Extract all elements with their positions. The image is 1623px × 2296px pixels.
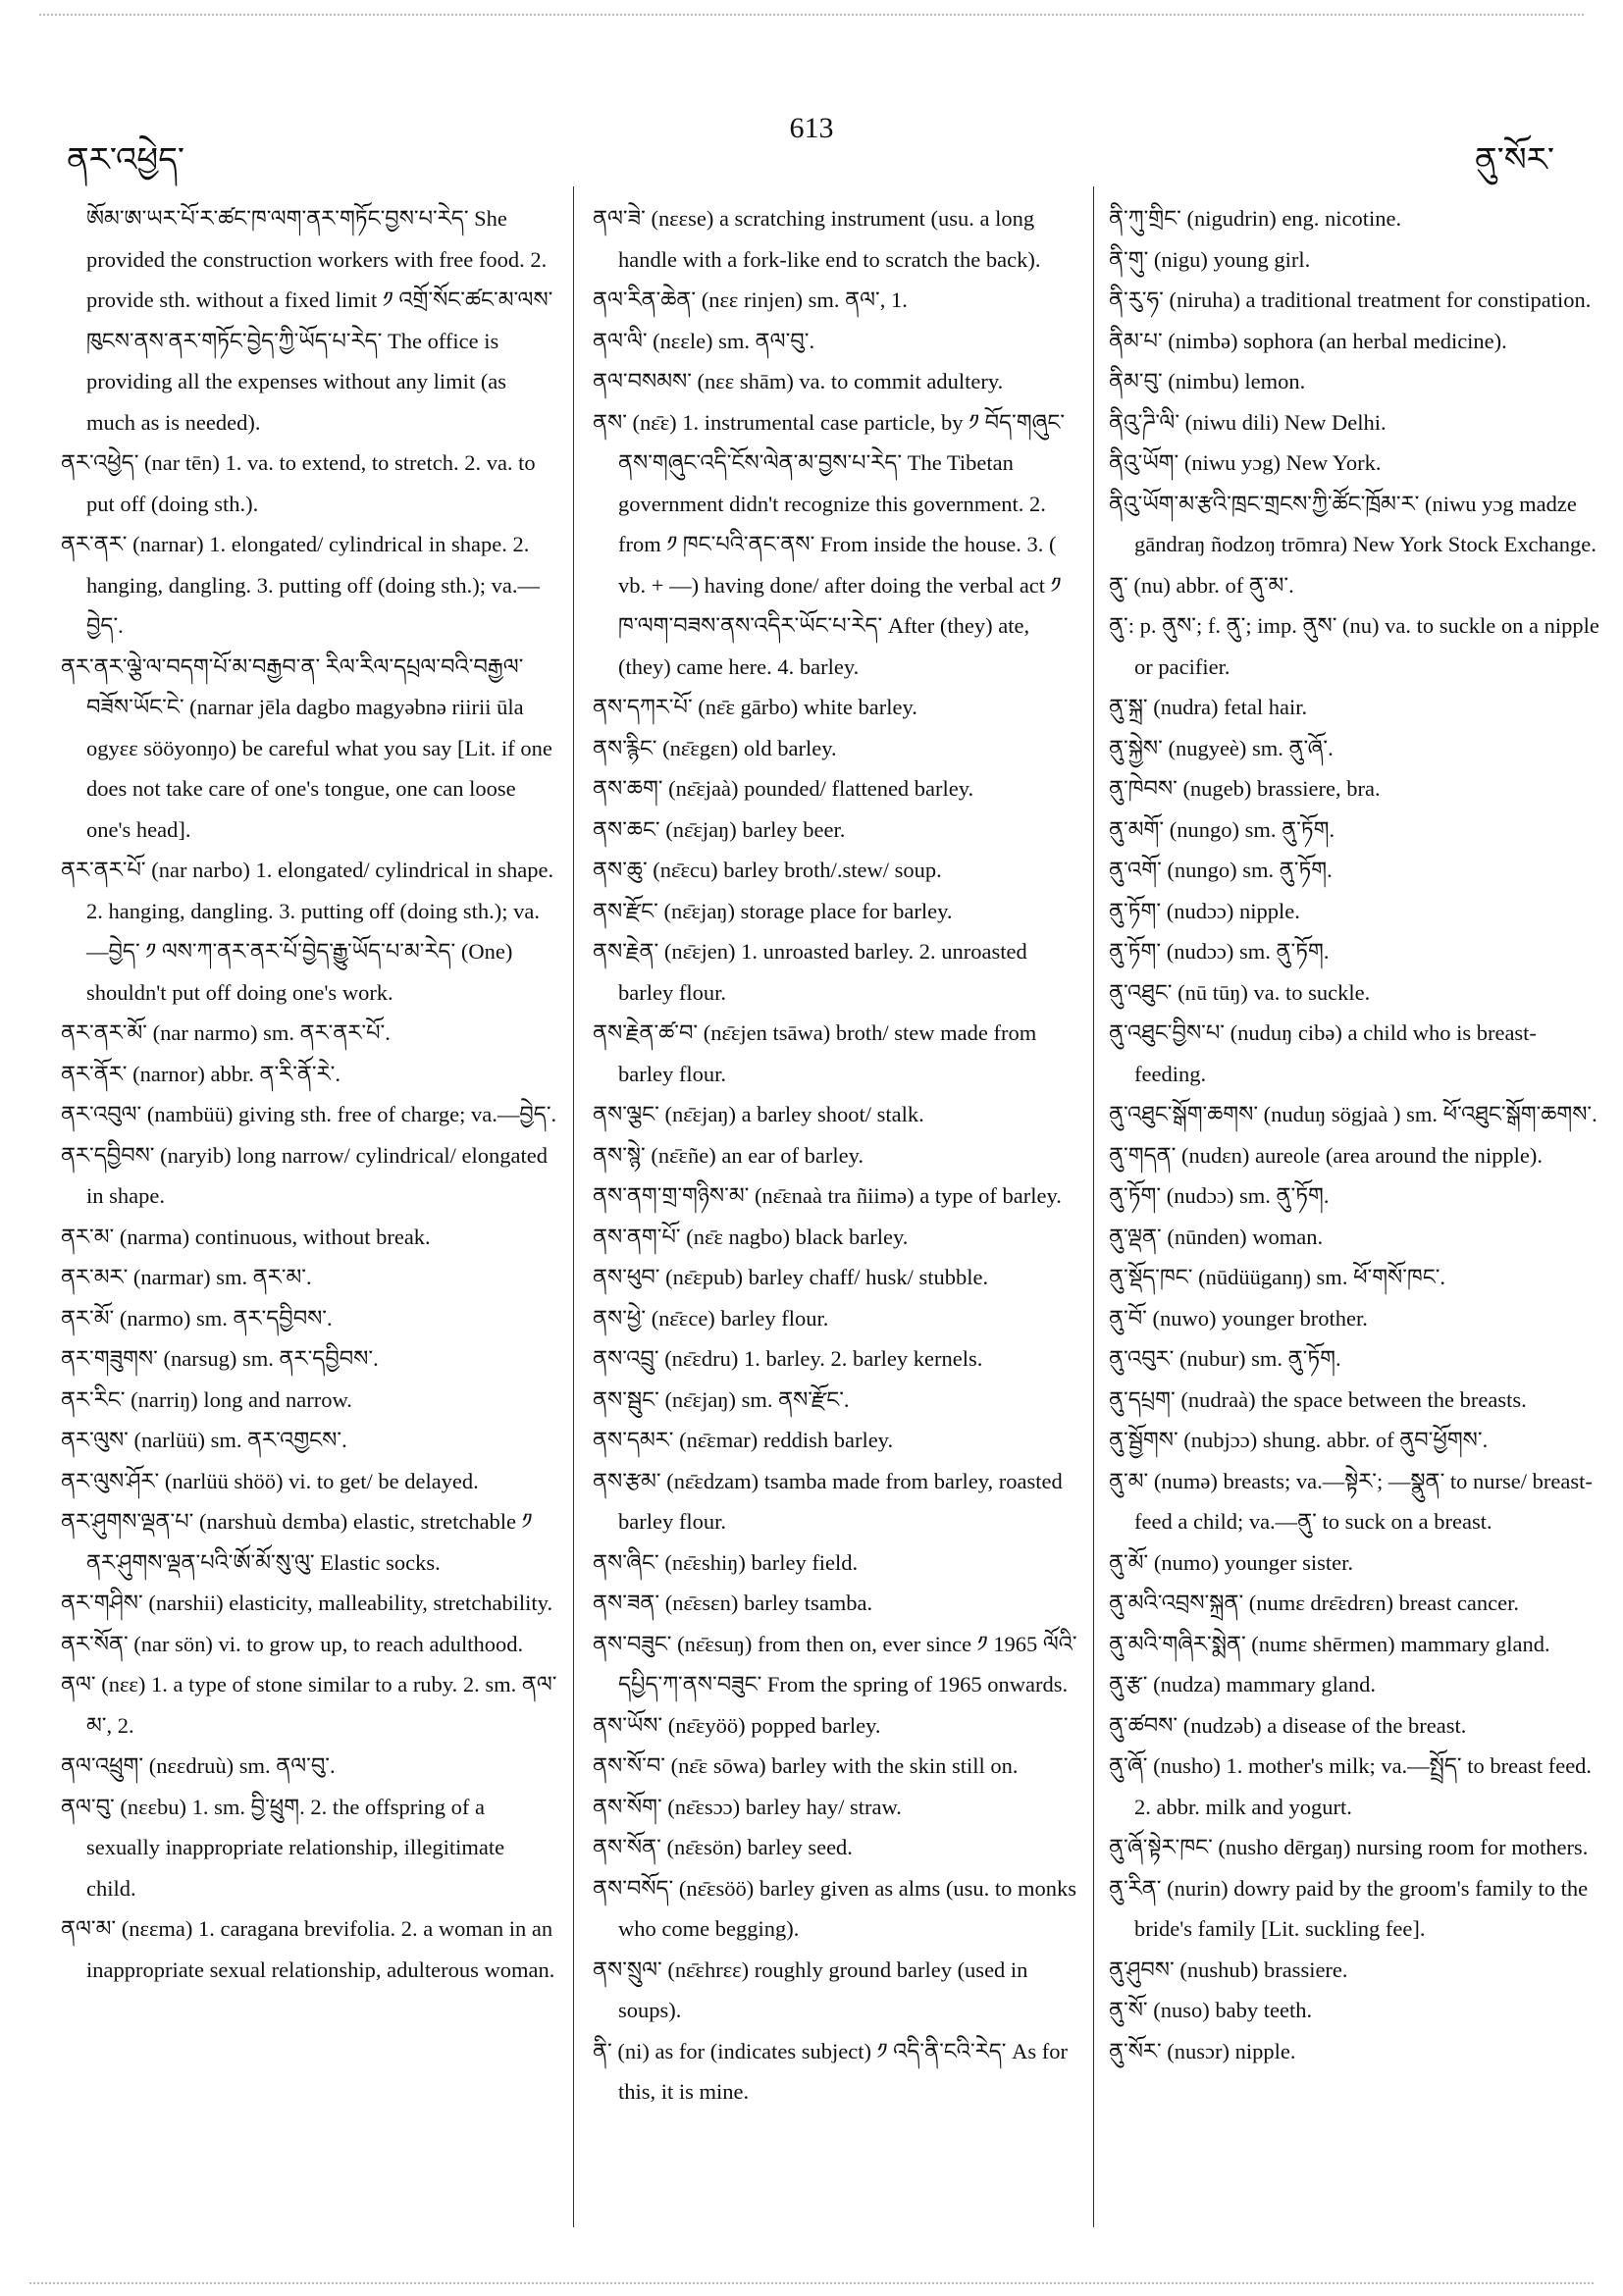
- dictionary-entry: ནས་ཡོས་ (nɛ̄ɛyöö) popped barley.: [593, 1712, 881, 1738]
- dictionary-entry: ནས་དཀར་པོ་ (nɛ̄ɛ gārbo) white barley.: [593, 695, 917, 719]
- dictionary-entry: ནར་ནར་ (narnar) 1. elongated/ cylindrical in shape. 2. hanging, dangling. 3. putting off (doing sth.); va.—བྱེད་.: [61, 532, 541, 638]
- dictionary-entry: ནུ་ཏོག་ (nudɔɔ) sm. ནུ་ཏོག.: [1109, 939, 1330, 964]
- dictionary-entry: ནལ་བསམས་ (nɛɛ shām) va. to commit adultery.: [593, 369, 1004, 393]
- scan-edge-top: [39, 14, 1584, 16]
- guide-word-right: ནུ་སོར་: [1474, 142, 1554, 179]
- dictionary-entry: ནུ་ཏོག་ (nudɔɔ) sm. ནུ་ཏོག.: [1109, 1183, 1330, 1208]
- dictionary-entry: ནས་ཕུབ་ (nɛ̄ɛpub) barley chaff/ husk/ stubble.: [593, 1265, 989, 1289]
- dictionary-entry: ནར་ནར་པོ་ (nar narbo) 1. elongated/ cylindrical in shape. 2. hanging, dangling. 3. putting off (doing sth.); va.—བྱེད་ ༡ ལས་ཀ་ནར་ནར་པོ་བྱེད་རྒྱུ་ཡོད་པ་མ་རེད་ (One) shouldn't put off doing one's work.: [61, 858, 554, 1005]
- dictionary-entry: ནུ་འགོ་ (nungo) sm. ནུ་ཏོག.: [1109, 858, 1333, 882]
- dictionary-entry: ནར་གཤིས་ (narshii) elasticity, malleability, stretchability.: [61, 1591, 553, 1615]
- dictionary-entry: ནུ་འཐུང་ (nū tūŋ) va. to suckle.: [1109, 979, 1371, 1005]
- dictionary-entry: ནུ་མགོ་ (nungo) sm. ནུ་ཏོག.: [1109, 816, 1335, 842]
- dictionary-entry: ནུ་སྡོད་ཁང་ (nūdüüganŋ) sm. ཕོ་གསོ་ཁང་.: [1109, 1265, 1446, 1289]
- dictionary-entry: ནས་རྩམ་ (nɛ̄ɛdzam) tsamba made from barley, roasted barley flour.: [593, 1468, 1063, 1534]
- dictionary-entry: ནར་འབུལ་ (nambüü) giving sth. free of charge; va.—བྱེད་.: [61, 1102, 557, 1126]
- dictionary-entry: ནས་སྲུལ་ (nɛ̄ɛhrɛɛ) roughly ground barley (used in soups).: [593, 1957, 1028, 2022]
- dictionary-entry: ནར་མར་ (narmar) sm. ནར་མ་.: [61, 1265, 312, 1289]
- dictionary-entry: ནལ་འཕྲུག་ (nɛɛdruù) sm. ནལ་བུ་.: [61, 1753, 336, 1778]
- dictionary-entry: ནིའུ་ཌི་ལི་ (niwu dili) New Delhi.: [1109, 409, 1387, 435]
- column-right: [1109, 198, 1607, 2071]
- dictionary-entry: ནས་འབྲུ་ (nɛ̄ɛdru) 1. barley. 2. barley kernels.: [593, 1346, 983, 1371]
- dictionary-entry: ནར་རིང་ (narriŋ) long and narrow.: [61, 1386, 352, 1412]
- dictionary-entry: ནིམ་བུ་ (nimbu) lemon.: [1109, 369, 1306, 393]
- dictionary-entry: ནི་ (ni) as for (indicates subject) ༡ འདི་ནི་ངའི་རེད་ As for this, it is mine.: [593, 2038, 1068, 2104]
- dictionary-entry: ནར་མོ་ (narmo) sm. ནར་དབྱིབས་.: [61, 1305, 333, 1331]
- dictionary-entry: ནུ་སྦྱོགས་ (nubjɔɔ) shung. abbr. of ནུབ་ཕྱོགས་.: [1109, 1428, 1489, 1452]
- dictionary-entry: ནར་དབྱིབས་ (naryib) long narrow/ cylindrical/ elongated in shape.: [61, 1142, 549, 1208]
- dictionary-entry: ནར་གཟུགས་ (narsug) sm. ནར་དབྱིབས་.: [61, 1346, 379, 1371]
- dictionary-entry: ནི་རུ་ཧ་ (niruha) a traditional treatment for constipation.: [1109, 287, 1592, 312]
- dictionary-entry: ནས་བཟུང་ (nɛ̄ɛsuŋ) from then on, ever since ༡ 1965 ལོའི་དཔྱིད་ཀ་ནས་བཟུང་ From the spring of 1965 onwards.: [593, 1631, 1077, 1696]
- dictionary-entry: ནུ་འཐུང་བྱིས་པ་ (nuduŋ cibə) a child who is breast-feeding.: [1109, 1020, 1537, 1086]
- dictionary-entry: ནུ་གདན་ (nudɛn) aureole (area around the nipple).: [1109, 1142, 1543, 1168]
- dictionary-entry: ནི་གུ་ (nigu) young girl.: [1109, 246, 1311, 272]
- dictionary-entry: ནུ་སོར་ (nusɔr) nipple.: [1109, 2038, 1296, 2063]
- column-divider: [1093, 186, 1094, 2227]
- dictionary-entry: ནས་ཆག་ (nɛ̄ɛjaà) pounded/ flattened barley.: [593, 776, 974, 801]
- dictionary-entry: ནུ་ཞོ་སྟེར་ཁང་ (nusho dērgaŋ) nursing room for mothers.: [1109, 1835, 1589, 1859]
- scan-edge-bottom: [29, 2282, 1594, 2284]
- dictionary-entry: ནལ་རིན་ཆེན་ (nɛɛ rinjen) sm. ནལ་, 1.: [593, 287, 908, 312]
- dictionary-entry: ནས་དམར་ (nɛ̄ɛmar) reddish barley.: [593, 1428, 894, 1452]
- column-middle: [593, 198, 1081, 2113]
- dictionary-entry: ནས་སྦུང་ (nɛ̄ɛjaŋ) sm. ནས་རྫོང་.: [593, 1386, 850, 1412]
- page-header: [0, 110, 1623, 179]
- dictionary-entry: ནུ་ལྡན་ (nūnden) woman.: [1109, 1224, 1324, 1249]
- dictionary-entry: ནུ་དཔྲག་ (nudraà) the space between the breasts.: [1109, 1386, 1527, 1412]
- dictionary-entry: ནར་སོན་ (nar sön) vi. to grow up, to reach adulthood.: [61, 1631, 524, 1656]
- dictionary-entry: ནས་རྗེན་ (nɛ̄ɛjen) 1. unroasted barley. 2. unroasted barley flour.: [593, 939, 1027, 1005]
- dictionary-entry: ནུ་: p. ནུས་; f. ནུ་; imp. ནུས་ (nu) va. to suckle on a nipple or pacifier.: [1109, 613, 1599, 679]
- dictionary-entry: ནི་ཀུ་གྲིང་ (nigudrin) eng. nicotine.: [1109, 206, 1402, 231]
- dictionary-entry: ནུ་སྐྲ་ (nudra) fetal hair.: [1109, 695, 1308, 719]
- dictionary-entry: ནུ་མ་ (numə) breasts; va.—སྟེར་; —སྣུན་ to nurse/ breast-feed a child; va.—ནུ་ to suck on a breast.: [1109, 1468, 1593, 1534]
- dictionary-entry: ནས་ (nɛ̄ɛ) 1. instrumental case particle, by ༡ བོད་གཞུང་ནས་གཞུང་འདི་ངོས་ལེན་མ་བྱས་པ་རེད་ The Tibetan government didn't recognize this government. 2. from ༡ ཁང་པའི་ནང་ནས་ From inside the house. 3. ( vb. + —) having done/ after doing the verbal act ༡ ཁ་ལག་བཟས་ནས་འདིར་ཡོང་པ་རེད་ After (they) ate, (they) came here. 4. barley.: [593, 409, 1066, 679]
- dictionary-entry: ནས་རྙིང་ (nɛ̄ɛgɛn) old barley.: [593, 735, 837, 760]
- dictionary-entry: ནུ་འབུར་ (nubur) sm. ནུ་ཏོག.: [1109, 1346, 1341, 1371]
- dictionary-entry: ནིམ་པ་ (nimbə) sophora (an herbal medicine).: [1109, 328, 1507, 353]
- dictionary-entry: ནུ་ (nu) abbr. of ནུ་མ་.: [1109, 572, 1294, 598]
- dictionary-entry: ནིའུ་ཡོག་ (niwu yɔg) New York.: [1109, 450, 1382, 475]
- dictionary-entry: ནས་རྫོང་ (nɛ̄ɛjaŋ) storage place for barley.: [593, 898, 953, 923]
- dictionary-entry: ནས་རྗེན་ཚ་བ་ (nɛ̄ɛjen tsāwa) broth/ stew made from barley flour.: [593, 1020, 1037, 1086]
- dictionary-entry: ནུ་རྩ་ (nudza) mammary gland.: [1109, 1672, 1376, 1696]
- dictionary-entry: ནས་ནག་པོ་ (nɛ̄ɛ nagbo) black barley.: [593, 1224, 909, 1249]
- dictionary-entry: ནལ་བུ་ (nɛɛbu) 1. sm. བྱི་ཕྲུག. 2. the offspring of a sexually inappropriate relationship, illegitimate child.: [61, 1794, 505, 1901]
- dictionary-entry: ནུ་སོ་ (nuso) baby teeth.: [1109, 1998, 1313, 2022]
- dictionary-entry: ནལ་མ་ (nɛɛma) 1. caragana brevifolia. 2. a woman in an inappropriate sexual relationship, adulterous woman.: [61, 1916, 555, 1982]
- dictionary-entry: ནུ་འཐུང་སྒོག་ཆགས་ (nuduŋ sögjaà ) sm. ཕོ་འཐུང་སྒོག་ཆགས་.: [1109, 1102, 1597, 1126]
- dictionary-entry: ནས་ལྕང་ (nɛ̄ɛjaŋ) a barley shoot/ stalk.: [593, 1102, 924, 1126]
- dictionary-entry: ནིའུ་ཡོག་མ་རྩའི་ཁྲང་གྲངས་ཀྱི་ཚོང་ཁྲོམ་ར་ (niwu yɔg madze gāndraŋ ñodzoŋ trōmra) New York Stock Exchange.: [1109, 491, 1597, 556]
- dictionary-entry: ནས་སྙེ་ (nɛ̄ɛñe) an ear of barley.: [593, 1142, 864, 1168]
- column-left: [61, 198, 559, 1990]
- dictionary-entry: ནར་ལུས་ཤོར་ (narlüü shöö) vi. to get/ be delayed.: [61, 1468, 479, 1493]
- dictionary-entry: ནས་ཆང་ (nɛ̄ɛjaŋ) barley beer.: [593, 816, 846, 842]
- dictionary-entry: ནར་མ་ (narma) continuous, without break.: [61, 1224, 431, 1249]
- dictionary-entry: ནུ་ཁེབས་ (nugeb) brassiere, bra.: [1109, 776, 1381, 801]
- dictionary-entry: ནུ་ཞོ་ (nusho) 1. mother's milk; va.—སྤྲོད་ to breast feed. 2. abbr. milk and yogurt.: [1109, 1753, 1593, 1819]
- dictionary-entry: ནས་སོ་བ་ (nɛ̄ɛ sōwa) barley with the skin still on.: [593, 1753, 1019, 1778]
- page-number: 613: [789, 112, 834, 144]
- dictionary-entry: ནས་ནག་གྲ་གཉིས་མ་ (nɛ̄ɛnaà tra ñiimə) a type of barley.: [593, 1183, 1062, 1208]
- dictionary-entry: ནུ་མའི་གཞིར་སྨེན་ (numɛ shērmen) mammary gland.: [1109, 1631, 1550, 1656]
- dictionary-entry: ནས་ཆུ་ (nɛ̄ɛcu) barley broth/.stew/ soup.: [593, 858, 942, 882]
- dictionary-entry: ཨོམ་ཨ་ཡར་པོ་ར་ཚང་ཁ་ལག་ནར་གཏོང་བྱས་པ་རེད་ She provided the construction workers with free food. 2. provide sth. without a fixed limit ༡ འགྲོ་སོང་ཚང་མ་ལས་ཁུངས་ནས་ནར་གཏོང་བྱེད་ཀྱི་ཡོད་པ་རེད་ The office is providing all the expenses without any limit (as much as is needed).: [86, 206, 553, 435]
- dictionary-entry: ནས་སོན་ (nɛ̄ɛsön) barley seed.: [593, 1835, 853, 1859]
- dictionary-entry: ནལ་ལི་ (nɛɛle) sm. ནལ་བུ་.: [593, 328, 815, 353]
- dictionary-entry: ནུ་ཏོག་ (nudɔɔ) nipple.: [1109, 898, 1300, 923]
- dictionary-entry: ནལ་ (nɛɛ) 1. a type of stone similar to a ruby. 2. sm. ནལ་མ་, 2.: [61, 1672, 557, 1738]
- dictionary-entry: ནས་ཕྱེ་ (nɛ̄ɛce) barley flour.: [593, 1305, 829, 1331]
- dictionary-entry: ནུ་སྐྱེས་ (nugyeè) sm. ནུ་ཞོ་.: [1109, 735, 1334, 760]
- dictionary-entry: ནས་ཟན་ (nɛ̄ɛsɛn) barley tsamba.: [593, 1591, 873, 1615]
- dictionary-entry: ནལ་ཟེ་ (nɛɛse) a scratching instrument (usu. a long handle with a fork-like end to scratch the back).: [593, 206, 1041, 272]
- dictionary-entry: ནར་ཤུགས་ལྡན་པ་ (narshuù dɛmba) elastic, stretchable ༡ ནར་ཤུགས་ལྡན་པའི་ཨོ་མོ་སུ་ལུ་ Elastic socks.: [61, 1509, 533, 1575]
- dictionary-entry: ནུ་ཚབས་ (nudzəb) a disease of the breast.: [1109, 1712, 1467, 1738]
- dictionary-entry: ནུ་རིན་ (nurin) dowry paid by the groom's family to the bride's family [Lit. suckling fee].: [1109, 1875, 1589, 1941]
- dictionary-entry: ནར་ལུས་ (narlüü) sm. ནར་འགྱངས་.: [61, 1428, 347, 1452]
- dictionary-entry: ནུ་མོ་ (numo) younger sister.: [1109, 1549, 1353, 1575]
- dictionary-entry: ནུ་བོ་ (nuwo) younger brother.: [1109, 1305, 1368, 1331]
- guide-word-left: ནར་འཕྱེད་: [67, 142, 185, 179]
- dictionary-entry: ནར་ནར་ལྕེ་ལ་བདག་པོ་མ་བརྒྱབ་ན་ རིལ་རིལ་དཔྲལ་བའི་བརྒྱལ་བཟོས་ཡོང་ངེ་ (narnar jēla dagbo magyəbnə riirii ūla ogyɛɛ sööyonŋo) be careful what you say [Lit. if one does not take care of one's tongue, one can loose one's head].: [61, 653, 552, 842]
- dictionary-entry: ནར་འཕྱེད་ (nar tēn) 1. va. to extend, to stretch. 2. va. to put off (doing sth.).: [61, 450, 536, 516]
- dictionary-entry: ནར་ནོར་ (narnor) abbr. ན་རི་ནོ་རེ་.: [61, 1061, 341, 1086]
- dictionary-entry: ནས་ཞིང་ (nɛ̄ɛshiŋ) barley field.: [593, 1549, 859, 1575]
- dictionary-entry: ནས་སོག་ (nɛ̄ɛsɔɔ) barley hay/ straw.: [593, 1794, 902, 1819]
- dictionary-entry: ནུ་མའི་འབྲས་སྐྲན་ (numɛ drɛ̄ɛdrɛn) breast cancer.: [1109, 1591, 1519, 1615]
- dictionary-entry: ནས་བསོད་ (nɛ̄ɛsöö) barley given as alms (usu. to monks who come begging).: [593, 1875, 1076, 1941]
- dictionary-entry: ནུ་ཤུབས་ (nushub) brassiere.: [1109, 1957, 1348, 1982]
- dictionary-entry: ནར་ནར་མོ་ (nar narmo) sm. ནར་ནར་པོ་.: [61, 1020, 391, 1045]
- column-divider: [573, 186, 574, 2227]
